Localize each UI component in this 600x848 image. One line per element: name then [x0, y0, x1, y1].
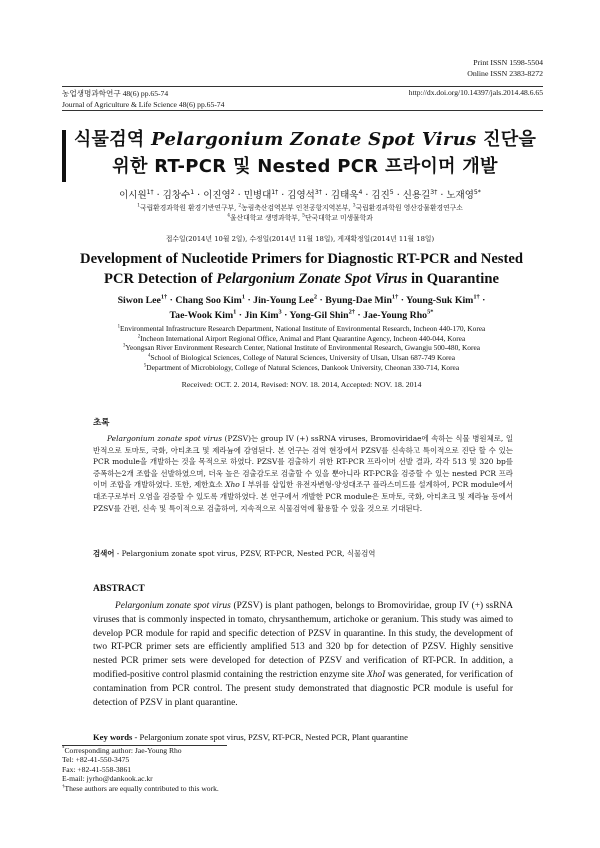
en-affiliation-line: $^4$School of Biological Sciences, College of Natural Sciences, University of Ulsan, Ulsan 687-749 Korea — [148, 353, 455, 363]
print-issn: Print ISSN 1598-5504 — [473, 58, 543, 67]
abs-en-body: (PZSV) is plant pathogen, belongs to Bromoviridae, group IV (+) ssRNA viruses that is commonly inspected in tomato, chrysanthemum, artichoke or geranium. This study was aimed to develop PCR module for rapid and specific detection of PZSV in quarantine. In this study, the development of two RT-PCR primer sets are efficiently amplified 513 and 320 bp for detection of PZSV. Highly sensitive nested PCR primer sets were developed for detection of PZSV and verification of RT-PCR. In addition, a modified-positive control plasmid containing the restriction enzyme site — [93, 601, 513, 680]
english-authors — [60, 293, 543, 323]
ko-title-line2: 위한 RT-PCR 및 Nested PCR 프라이머 개발 — [112, 156, 498, 177]
korean-abstract-heading: 초록 — [93, 418, 110, 428]
english-abstract-heading: ABSTRACT — [93, 584, 145, 594]
journal-header — [62, 88, 224, 110]
en-authors-line2: Tae-Wook Kim$^1$ · Jin Kim$^3$ · Yong-Gil Shin$^{2\dagger}$ · Jae-Young Rho$^{5*}$ — [169, 308, 434, 321]
en-affiliation-line: $^2$Incheon International Airport Regional Office, Animal and Plant Quarantine Agency, Incheon 440-044, Korea — [137, 333, 466, 343]
korean-affiliations — [60, 203, 540, 223]
english-keywords — [93, 732, 513, 742]
korean-title — [70, 126, 540, 180]
issn-block — [467, 58, 543, 79]
kw-ko-text: - Pelargonium zonate spot virus, PZSV, RT-PCR, Nested PCR, 식물검역 — [114, 549, 376, 558]
footnotes — [62, 746, 219, 793]
ko-title-post: 진단을 — [476, 129, 537, 150]
en-title-line1: Development of Nucleotide Primers for Diagnostic RT-PCR and Nested — [80, 251, 523, 267]
kw-en-text: - Pelargonium zonate spot virus, PZSV, RT-PCR, Nested PCR, Plant quarantine — [132, 732, 408, 742]
korean-abstract — [93, 433, 513, 514]
korean-keywords — [93, 548, 513, 559]
footnote-tel: Tel: +82-41-550-3475 — [62, 755, 130, 765]
kw-en-label: Key words — [93, 732, 133, 742]
abs-ko-body2: I 부위를 삽입한 유전자변형-양성대조구 플라스미드를 설계하여, PCR module에서 대조구로부터 오염을 검증할 수 있도록 개발하였다. 본 연구에서 개발한 PCR module은 토마토, 국화, 아티초크 및 제라늄 등에서 PZSV를 간편, 신속 및 특이적으로 검출하여, 지속적으로 식물검역에 활용할 수 있을 것으로 기대된다. — [93, 480, 513, 513]
en-authors-line1: Siwon Lee$^{1\dagger}$ · Chang Soo Kim$^1$ · Jin-Young Lee$^2$ · Byung-Dae Min$^{1\dagger}$ · Young-Suk Kim$^{1\dagger}$ · — [117, 293, 486, 306]
english-affiliations — [60, 324, 543, 373]
ko-affiliation-line: $^4$울산대학교 생명과학부, $^5$단국대학교 미생물학과 — [227, 213, 373, 222]
kw-ko-label: 검색어 — [93, 549, 115, 558]
english-dates: Received: OCT. 2. 2014, Revised: NOV. 18. 2014, Accepted: NOV. 18. 2014 — [181, 380, 422, 389]
en-affiliation-line: $^1$Environmental Infrastructure Research Department, National Institute of Environmental Research, Incheon 440-170, Korea — [117, 324, 486, 333]
footnote-equal-contribution: †These authors are equally contributed to this work. — [62, 783, 219, 793]
en-title-virus-name: Pelargonium Zonate Spot Virus — [216, 270, 408, 287]
en-affiliation-line: $^3$Yeongsan River Environment Research Center, National Institute of Environmental Research, Gwangju 500-480, Korea — [122, 343, 481, 353]
en-title-line2-pre: PCR Detection of — [104, 270, 217, 287]
doi-link[interactable]: http://dx.doi.org/10.14397/jals.2014.48.6.65 — [408, 88, 543, 97]
en-title-line2-post: in Quarantine — [407, 270, 499, 287]
title-accent-bar — [62, 130, 66, 182]
en-affiliation-line: $^5$Department of Microbiology, College of Natural Sciences, Dankook University, Cheonan 330-714, Korea — [143, 362, 460, 372]
online-issn: Online ISSN 2383-8272 — [467, 68, 543, 78]
korean-dates: 접수일(2014년 10월 2일), 수정일(2014년 11월 18일), 게재확정일(2014년 11월 18일) — [165, 235, 435, 243]
korean-authors: 이시원$^{1\dagger}$ · 김창수$^1$ · 이진영$^2$ · 민병대$^{1\dagger}$ · 김영석$^{3\dagger}$ · 김태욱$^4$ · 김진$^5$ · 신용길$^{3\dagger}$ · 노재영$^{5*}$ — [119, 188, 481, 201]
ko-title-pre: 식물검역 — [73, 129, 152, 150]
journal-name-en: Journal of Agriculture & Life Science 48(6) pp.65-74 — [62, 100, 225, 109]
english-title — [60, 250, 543, 289]
abs-ko-body: (PZSV)는 group IV (+) ssRNA viruses, Bromoviridae에 속하는 식물 병원체로, 일반적으로 토마토, 국화, 아티초크 및 제라늄에 감염된다. 본 연구는 검역 현장에서 PZSV를 신속하고 특이적으로 진단 할 수 있는 PCR module을 개발하는 것을 목적으로 하였다. PZSV를 검출하기 위한 RT-PCR 프라이머 선발 결과, 각각 513 및 320 bp를 증폭하는2개 조합을 선발하였으며, 더욱 높은 검출감도로 검출할 수 있을 뿐아니라 RT-PCR을 검증할 수 있는 nested PCR 프라이머 조합을 개발하였다. 또한, 제한효소 — [93, 434, 513, 490]
abs-en-body2: was generated, for verification of contamination from PCR control. The present study demonstrated that diagnostic PCR module is useful for detection of PZSV in plant quarantine. — [93, 669, 513, 708]
english-abstract — [93, 600, 513, 710]
header-rule-bottom — [62, 110, 543, 111]
abs-en-virus-name: Pelargonium zonate spot virus — [115, 601, 231, 611]
footnote-corresponding: *Corresponding author: Jae-Young Rho — [62, 746, 182, 755]
abs-en-enzyme: XhoI — [367, 669, 386, 680]
header-rule-top — [62, 86, 543, 87]
abs-ko-enzyme: Xho — [225, 480, 240, 490]
abs-ko-virus-name: Pelargonium zonate spot virus — [107, 434, 223, 443]
ko-affiliation-line: $^1$국립환경과학원 환경기반연구부, $^2$농림축산검역본부 인천공항지역본부, $^3$국립환경과학원 영산강물환경연구소 — [137, 203, 463, 212]
footnote-email[interactable]: E-mail: jyrho@dankook.ac.kr — [62, 774, 153, 784]
journal-name-ko: 농업생명과학연구 48(6) pp.65-74 — [62, 89, 169, 98]
ko-title-virus-name: Pelargonium Zonate Spot Virus — [151, 129, 477, 150]
footnote-fax: Fax: +82-41-558-3861 — [62, 764, 132, 774]
